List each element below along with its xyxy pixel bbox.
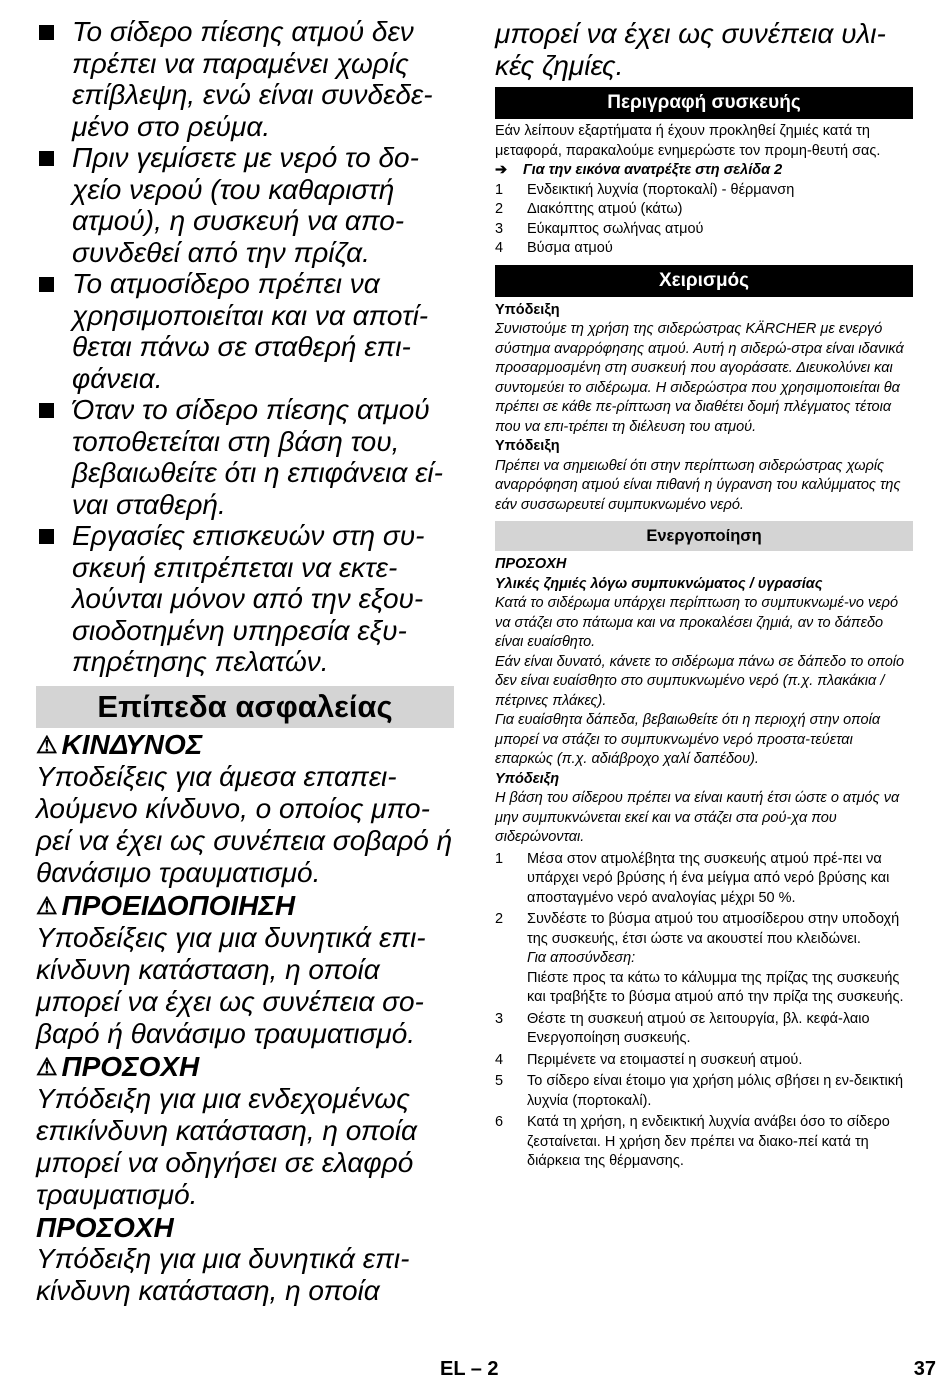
caution-subtitle: Υλικές ζημιές λόγω συμπυκνώματος / υγρασίας [495,575,823,592]
arrow-right-icon: ➔ [495,162,508,178]
square-bullet-icon [39,403,54,418]
square-bullet-icon [39,25,54,40]
caution-paragraph: Κατά το σιδέρωμα υπάρχει περίπτωση το συμπυκνωμέ-νο νερό να στάζει στο πάτωμα και να προκαλέσει ζημιά, αν το δάπεδο είναι ευαίσθητο. [495,595,899,650]
step-item: 6 Κατά τη χρήση, η ενδεικτική λυχνία ανάβει όσο το σίδερο ζεσταίνεται. Η χρήση δεν πρέπει να διακο-πεί κατά τη διάρκεια της θέρμανσης. [495,1114,890,1169]
language-page-code: EL – 2 [440,1358,499,1380]
step-item: 3 Θέστε τη συσκευή ατμού σε λειτουργία, βλ. κεφά-λαιο Ενεργοποίηση συσκευής. [495,1010,870,1046]
continued-text: μπορεί να έχει ως συνέπεια υλι-κές ζημίες. [495,18,886,81]
warning-title: ⚠ ΠΡΟΕΙΔΟΠΟΙΗΣΗ [36,889,296,921]
disconnect-text: Πιέστε προς τα κάτω το κάλυμμα της πρίζας της συσκευής και τραβήξτε το βύσμα ατμού από την πρίζα της συσκευής. [527,969,904,1005]
step-item: 2 Συνδέστε το βύσμα ατμού του ατμοσίδερου στην υποδοχή της συσκευής, έτσι ώστε να ακουστεί που κλειδώνει. Για αποσύνδεση: Πιέστε προς τα κάτω το κάλυμμα της πρίζας της συσκευής και τραβήξτε το βύσμα ατμού από την πρίζα της συσκευής. [495,911,904,1005]
step-item: 4 Περιμένετε να ετοιμαστεί η συσκευή ατμού. [495,1051,803,1068]
parts-list-item: 4 Βύσμα ατμού [495,240,613,256]
safety-bullet: Εργασίες επισκευών στη συ-σκευή επιτρέπεται να εκτε-λούνται μόνον από την εξου-σιοδοτημένη υπηρεσία εξυ-πηρέτησης πελατών. [36,520,454,678]
square-bullet-icon [39,151,54,166]
note-text: Η βάση του σίδερου πρέπει να είναι καυτή έτσι ώστε ο ατμός να μην συμπυκνώνεται εκεί και να στάζει στα ρού-χα που σιδερώνονται. [495,790,900,845]
caution-paragraph: Εάν είναι δυνατό, κάνετε το σιδέρωμα πάνω σε δάπεδο το οποίο δεν είναι ευαίσθητο στο συμπυκνωμένο νερό (π.χ. πλακάκια / πέτρινες πλάκες). [495,653,905,709]
warning-triangle-icon: ⚠ [36,892,58,920]
caution-label: ΠΡΟΣΟΧΗ [495,556,567,572]
page-number: 37 [913,1358,936,1380]
note-label: Υπόδειξη [495,438,560,454]
notice-title: ΠΡΟΣΟΧΗ [36,1211,174,1243]
note-text: Πρέπει να σημειωθεί ότι στην περίπτωση σιδερώστρας χωρίς αναρρόφηση ατμού είναι πιθανή η ύγρανση του καλύμματος της εάν συσσωρευτεί συμπυκνωμένο νερό. [495,457,901,513]
danger-title: ⚠ ΚΙΝΔΥΝΟΣ [36,728,203,760]
parts-list-item: 2 Διακόπτης ατμού (κάτω) [495,201,683,217]
warning-triangle-icon: ⚠ [36,731,58,759]
note-label: Υπόδειξη [495,770,560,787]
caution-title: ⚠ ΠΡΟΣΟΧΗ [36,1050,200,1082]
operation-heading: Χειρισμός [495,265,913,297]
parts-list-item: 3 Εύκαμπτος σωλήνας ατμού [495,220,704,237]
safety-bullet: Όταν το σίδερο πίεσης ατμού τοποθετείται στη βάση του, βεβαιωθείτε ότι η επιφάνεια εί-ναι σταθερή. [36,394,454,520]
left-column [36,0,454,1307]
notice-text: Υπόδειξη για μια δυνητικά επι-κίνδυνη κατάσταση, η οποία [36,1242,410,1306]
note-label: Υπόδειξη [495,301,560,318]
caution-text: Υπόδειξη για μια ενδεχομένως επικίνδυνη κατάσταση, η οποία μπορεί να οδηγήσει σε ελαφρό τραυματισμό. [36,1082,417,1210]
note-text: Συνιστούμε τη χρήση της σιδερώστρας KÄRCHER με ενεργό σύστημα αναρρόφησης ατμού. Αυτή η σιδερώ-στρα είναι ιδανικά προσαρμοσμένη στη συσκευή που αγοράσατε. Διευκολύνει και συντομεύει το σιδέρωμα. Η σιδερώστρα που χρησιμοποιείται θα πρέπει σε κάθε πε-ρίπτωση να διαθέτει δομή πλέγματος τέτοια που να επι-τρέπει τη διέλευση του ατμού. [495,321,904,435]
safety-bullet: Το ατμοσίδερο πρέπει να χρησιμοποιείται και να αποτί-θεται πάνω σε σταθερή επι-φάνεια. [36,268,454,394]
step-item: 5 Το σίδερο είναι έτοιμο για χρήση μόλις σβήσει η εν-δεικτική λυχνία (πορτοκαλί). [495,1073,904,1109]
safety-bullet: Πριν γεμίσετε με νερό το δο-χείο νερού (του καθαριστή ατμού), η συσκευή να απο-συνδεθεί από την πρίζα. [36,142,454,268]
disconnect-label: Για αποσύνδεση: [527,950,636,966]
warning-text: Υποδείξεις για μια δυνητικά επι-κίνδυνη κατάσταση, η οποία μπορεί να έχει ως συνέπεια σο-βαρό ή θανάσιμο τραυματισμό. [36,921,426,1049]
warning-triangle-icon: ⚠ [36,1053,58,1081]
square-bullet-icon [39,277,54,292]
step-item: 1 Μέσα στον ατμολέβητα της συσκευής ατμού πρέ-πει να υπάρχει νερό βρύσης ή ένα μείγμα από νερό βρύσης και αποσταγμένο νερό αναλογίας μέχρι 50 %. [495,850,890,906]
figure-reference: ➔ Για την εικόνα ανατρέξτε στη σελίδα 2 [495,161,913,181]
square-bullet-icon [39,529,54,544]
device-description-heading: Περιγραφή συσκευής [495,87,913,119]
caution-paragraph: Για ευαίσθητα δάπεδα, βεβαιωθείτε ότι η περιοχή στην οποία μπορεί να στάζει το συμπυκνωμένο νερό προστα-τεύεται επαρκώς (π.χ. αδιάβροχο χαλί δαπέδου). [495,712,881,767]
activation-heading: Ενεργοποίηση [495,521,913,551]
parts-list-item: 1 Ενδεικτική λυχνία (πορτοκαλί) - θέρμανση [495,181,795,198]
description-text: Εάν λείπουν εξαρτήματα ή έχουν προκληθεί ζημιές κατά τη μεταφορά, παρακαλούμε ενημερώστε τον προμη-θευτή σας. [495,123,881,159]
safety-bullet: Το σίδερο πίεσης ατμού δεν πρέπει να παραμένει χωρίς επίβλεψη, ενώ είναι συνδεδε-μένο στο ρεύμα. [36,16,454,142]
right-column [495,0,913,1172]
danger-text: Υποδείξεις για άμεσα επαπει-λούμενο κίνδυνο, ο οποίος μπο-ρεί να έχει ως συνέπεια σοβαρό ή θανάσιμο τραυματισμό. [36,760,453,888]
safety-levels-heading: Επίπεδα ασφαλείας [36,686,454,728]
